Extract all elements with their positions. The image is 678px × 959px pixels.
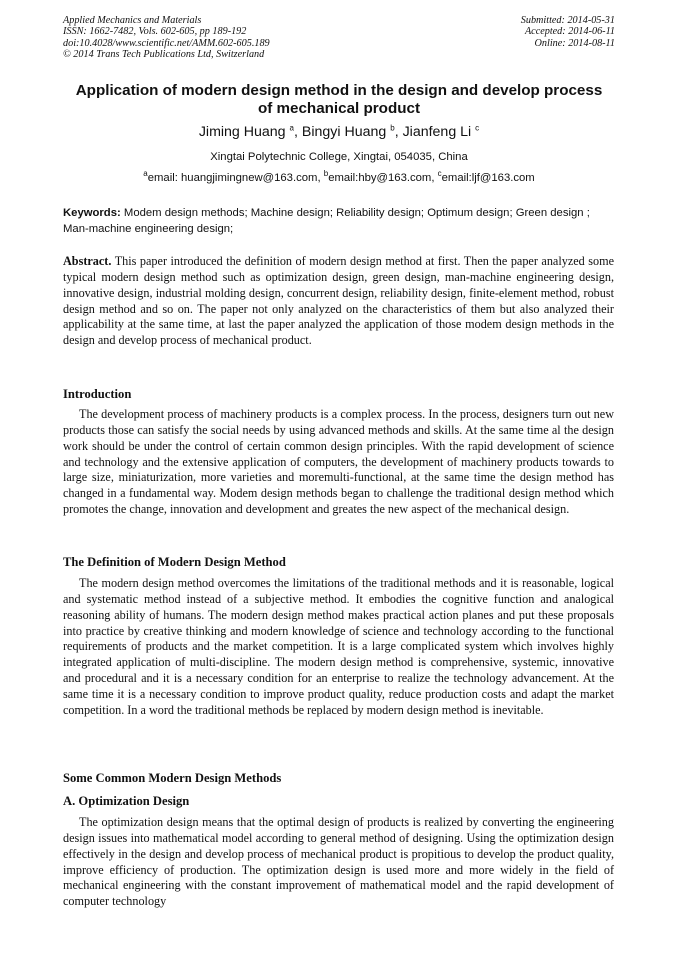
online-date: Online: 2014-08-11: [534, 37, 615, 49]
optimization-paragraph: The optimization design means that the optimal design of products is realized by converting the engineering design issues into mathematical model according to general method of designing. Using the optimization design effectively in the design and develop process of mechanical product is propitious to develop the product quality, improve efficiency of production. The optimization design is used more and more widely in the field of mechanical engineering with the constant improvement of mathematical model and the rapid development of computer technology: [63, 815, 614, 909]
author-mark: a: [289, 123, 294, 133]
journal-name: Applied Mechanics and Materials: [63, 15, 202, 26]
section-heading: Some Common Modern Design Methods: [63, 771, 282, 785]
title-line-2: of mechanical product: [257, 99, 421, 117]
submitted-date: Submitted: 2014-05-31: [520, 15, 615, 26]
issn-line: ISSN: 1662-7482, Vols. 602-605, pp 189-192: [63, 26, 247, 38]
doi-line: doi:10.4028/www.scientific.net/AMM.602-605.189: [63, 37, 270, 49]
author-list: [40, 124, 638, 141]
abstract-text: This paper introduced the definition of modern design method at first. Then the paper analyzed some typical modern design method such as optimization design, green design, man-machine engineering design, innovative design, industrial molding design, concurrent design, reliability design, finite-element method, robust design method and so on. The paper not only analyzed on the characteristics of them but also analyzed their applicability at the same time, at last the paper analyzed the application of those modem design methods in the design and develop process of mechanical product.: [63, 254, 614, 348]
section-heading: Introduction: [63, 387, 132, 401]
abstract-block: [63, 254, 614, 349]
title-line-1: Application of modern design method in the design and develop process: [75, 82, 603, 99]
journal-header: [63, 15, 270, 60]
email-address: email: huangjimingnew@163.com,: [147, 172, 324, 184]
affiliation: Xingtai Polytechnic College, Xingtai, 054035, China: [210, 151, 468, 163]
email-address: email:ljf@163.com: [441, 172, 535, 184]
keywords-label: Keywords:: [63, 207, 121, 219]
section-heading: The Definition of Modern Design Method: [63, 555, 286, 569]
copyright-line: © 2014 Trans Tech Publications Ltd, Switzerland: [63, 48, 265, 60]
keywords-text: Modem design methods; Machine design; Reliability design; Optimum design; Green design ; Man-machine engineering design;: [63, 207, 590, 235]
author-mark: c: [475, 123, 480, 133]
introduction-paragraph: The development process of machinery products is a complex process. In the process, designers turn out new products those can satisfy the social needs by using advanced methods and skills. At the same time al the design work should be under the control of certain common design principles. With the rapid development of science and technology and the extensive application of computers, the development of machinery products towards to large size, miniaturization, more varieties and moremulti-functional, at the same time the design method has changed in a fundamental way. Modem design methods began to challenge the traditional design method which promotes the change, innovation and development and greates the new aspect of the mechanical design.: [63, 407, 614, 517]
dates-header: [521, 15, 615, 49]
author-name: Jiming Huang: [198, 124, 286, 140]
paper-title: [40, 82, 638, 117]
abstract-label: Abstract.: [63, 254, 112, 268]
keywords-block: [63, 206, 614, 237]
author-separator: ,: [394, 124, 403, 140]
email-address: email:hby@163.com,: [328, 172, 438, 184]
accepted-date: Accepted: 2014-06-11: [524, 26, 615, 38]
author-mark: b: [390, 123, 395, 133]
definition-paragraph: The modern design method overcomes the limitations of the traditional methods and it is reasonable, logical and systematic method instead of a subjective method. It embodies the cognitive function and analogical reasoning ability of humans. The modern design method makes practical action planes and put these proposals into practice by creative thinking and modern knowledge of science and technology according to the functional requirements of products and the market competition. It is a large complicated system which involves highly integrated application of multi-discipline. The modern design method is comprehensive, systemic, innovative and procedural and it is a necessary condition for an enterprise to realize the technology advancement. At the same time it is a necessary condition to improve product quality, reduce production costs and adapt the market competition. In a word the traditional methods be replaced by modern design method is inevitable.: [63, 576, 614, 717]
email-line: [40, 171, 638, 185]
author-name: Jianfeng Li: [402, 124, 472, 140]
email-mark: a: [143, 169, 148, 179]
author-name: Bingyi Huang: [301, 124, 387, 140]
author-separator: ,: [293, 124, 302, 140]
email-mark: c: [437, 169, 442, 179]
subsection-heading: A. Optimization Design: [63, 794, 190, 808]
email-mark: b: [323, 169, 329, 179]
